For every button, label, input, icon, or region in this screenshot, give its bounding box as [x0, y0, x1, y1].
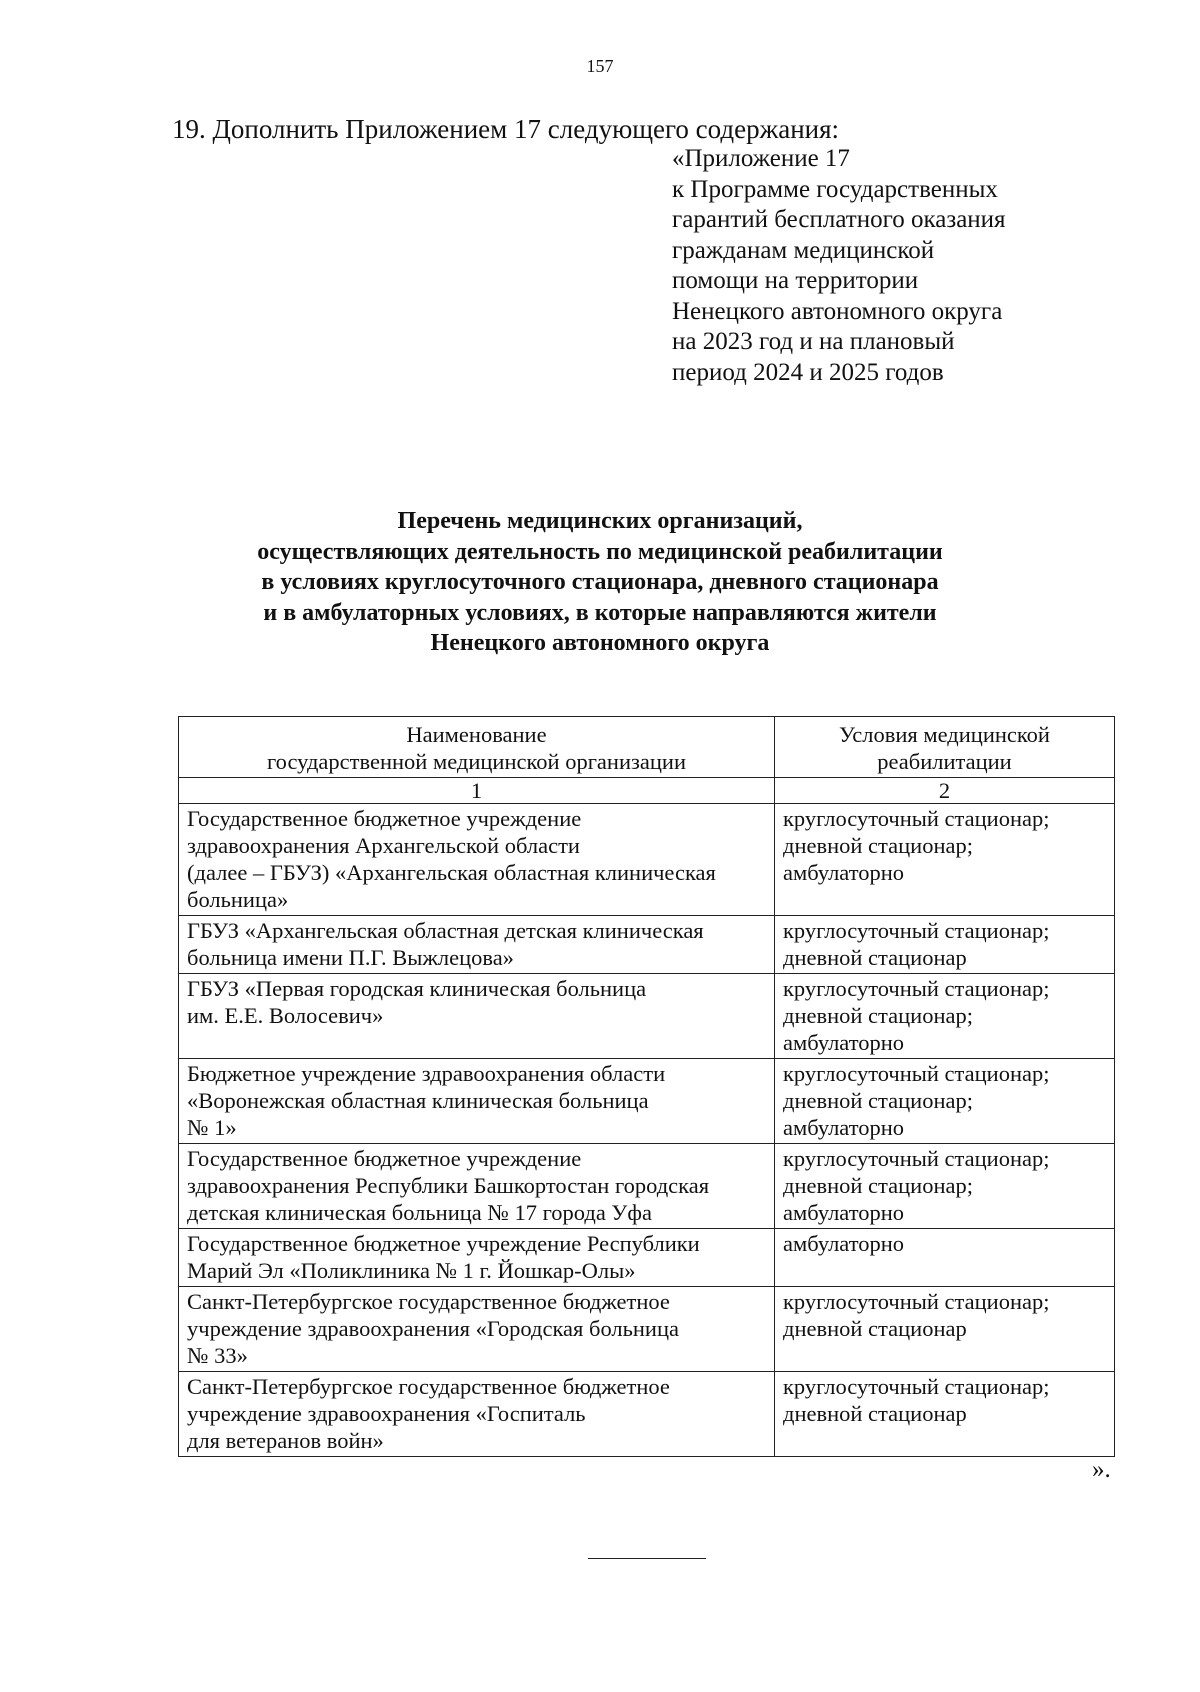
appendix-line: на 2023 год и на плановый	[672, 328, 955, 355]
organization-name-line: «Воронежская областная клиническая больница	[187, 1088, 649, 1113]
organization-name-line: учреждение здравоохранения «Городская больница	[187, 1316, 679, 1341]
page-number: 157	[586, 56, 614, 76]
organization-name-cell	[179, 804, 775, 916]
organization-name-line: Государственное бюджетное учреждение	[187, 1146, 582, 1171]
rehab-condition-line: амбулаторно	[783, 860, 905, 885]
rehab-conditions-cell	[775, 974, 1115, 1059]
rehab-conditions-cell	[775, 1144, 1115, 1229]
table-row	[179, 1287, 1115, 1372]
organization-name-cell	[179, 1287, 775, 1372]
table-row	[179, 1372, 1115, 1457]
rehab-condition-line: круглосуточный стационар;	[783, 1061, 1050, 1086]
table-row	[179, 1059, 1115, 1144]
organization-name-line: здравоохранения Архангельской области	[187, 833, 580, 858]
rehab-conditions-cell	[775, 1287, 1115, 1372]
rehab-condition-line: дневной стационар	[783, 945, 967, 970]
appendix-line: период 2024 и 2025 годов	[672, 358, 944, 386]
organization-name-line: для ветеранов войн»	[187, 1428, 384, 1453]
appendix-line: к Программе государственных	[672, 175, 998, 203]
organization-name-line: Государственное бюджетное учреждение Республики	[187, 1231, 700, 1256]
header-line: государственной медицинской организации	[266, 749, 686, 774]
rehab-condition-line: дневной стационар;	[783, 1088, 973, 1113]
organization-name-line: ГБУЗ «Архангельская областная детская клиническая	[187, 918, 704, 943]
rehab-condition-line: амбулаторно	[783, 1115, 905, 1140]
rehab-conditions-cell	[775, 916, 1115, 974]
table-row	[179, 1144, 1115, 1229]
organization-name-line: Санкт-Петербургское государственное бюджетное	[187, 1289, 670, 1314]
title-line: осуществляющих деятельность по медицинской реабилитации	[257, 538, 943, 565]
rehab-conditions-cell	[775, 1229, 1115, 1287]
organization-name-cell	[179, 1144, 775, 1229]
organization-name-cell	[179, 1059, 775, 1144]
rehab-condition-line: круглосуточный стационар;	[783, 1289, 1050, 1314]
organization-name-line: Государственное бюджетное учреждение	[187, 806, 582, 831]
title-line: Перечень медицинских организаций,	[397, 508, 803, 534]
title-line: и в амбулаторных условиях, в которые направляются жители	[263, 599, 937, 626]
column-number: 1	[179, 778, 775, 804]
rehab-conditions-cell	[775, 1372, 1115, 1457]
title-line: Ненецкого автономного округа	[430, 630, 770, 656]
rehab-conditions-cell	[775, 804, 1115, 916]
rehab-condition-line: амбулаторно	[783, 1030, 905, 1055]
header-line: реабилитации	[877, 749, 1012, 774]
organization-name-line: здравоохранения Республики Башкортостан городская	[187, 1173, 710, 1198]
organization-name-line: больница имени П.Г. Выжлецова»	[187, 945, 514, 970]
document-title	[0, 506, 1200, 659]
column-number: 2	[775, 778, 1115, 804]
appendix-line: Ненецкого автономного округа	[672, 297, 1003, 325]
organization-name-line: Бюджетное учреждение здравоохранения области	[187, 1061, 666, 1086]
rehab-condition-line: круглосуточный стационар;	[783, 806, 1050, 831]
closing-quote: ».	[1092, 1456, 1111, 1483]
organization-name-cell	[179, 1372, 775, 1457]
rehab-condition-line: амбулаторно	[783, 1231, 905, 1256]
appendix-line: помощи на территории	[672, 267, 919, 294]
rehab-condition-line: круглосуточный стационар;	[783, 976, 1050, 1001]
appendix-line: «Приложение 17	[672, 145, 850, 172]
table-row	[179, 804, 1115, 916]
organization-name-line: им. Е.Е. Волосевич»	[187, 1003, 384, 1028]
rehab-condition-line: круглосуточный стационар;	[783, 1374, 1050, 1399]
rehab-condition-line: круглосуточный стационар;	[783, 1146, 1050, 1171]
title-line: в условиях круглосуточного стационара, дневного стационара	[261, 569, 939, 595]
organization-name-line: ГБУЗ «Первая городская клиническая больница	[187, 976, 647, 1001]
organization-name-cell	[179, 916, 775, 974]
appendix-line: гарантий бесплатного оказания	[672, 206, 1006, 233]
rehab-condition-line: дневной стационар	[783, 1401, 967, 1426]
organization-name-line: Марий Эл «Поликлиника № 1 г. Йошкар-Олы»	[187, 1258, 636, 1283]
appendix-heading	[672, 144, 1006, 388]
amendment-intro: 19. Дополнить Приложением 17 следующего содержания:	[172, 114, 840, 144]
rehab-condition-line: круглосуточный стационар;	[783, 918, 1050, 943]
rehab-condition-line: амбулаторно	[783, 1200, 905, 1225]
rehab-conditions-cell	[775, 1059, 1115, 1144]
organization-name-line: детская клиническая больница № 17 города Уфа	[187, 1200, 652, 1225]
table-row	[179, 916, 1115, 974]
table-row	[179, 1229, 1115, 1287]
appendix-line: гражданам медицинской	[672, 236, 935, 264]
organization-name-line: учреждение здравоохранения «Госпиталь	[187, 1401, 586, 1426]
rehab-condition-line: дневной стационар;	[783, 833, 973, 858]
rehab-condition-line: дневной стационар;	[783, 1003, 973, 1028]
end-divider	[588, 1558, 706, 1559]
organization-name-cell	[179, 974, 775, 1059]
organization-name-line: (далее – ГБУЗ) «Архангельская областная клиническая	[187, 860, 716, 885]
table-row	[179, 974, 1115, 1059]
rehab-condition-line: дневной стационар	[783, 1316, 967, 1341]
table-header-row	[179, 717, 1115, 778]
organization-name-cell	[179, 1229, 775, 1287]
organization-name-line: № 1»	[187, 1115, 237, 1140]
column-number-row	[179, 778, 1115, 804]
rehab-condition-line: дневной стационар;	[783, 1173, 973, 1198]
organization-name-line: № 33»	[187, 1343, 248, 1368]
organization-name-line: больница»	[187, 887, 289, 912]
header-line: Условия медицинской	[839, 722, 1050, 747]
header-rehab-conditions	[775, 717, 1115, 778]
header-line: Наименование	[406, 722, 547, 747]
organization-name-line: Санкт-Петербургское государственное бюджетное	[187, 1374, 670, 1399]
organizations-table	[178, 716, 1115, 1457]
header-organization-name	[179, 717, 775, 778]
